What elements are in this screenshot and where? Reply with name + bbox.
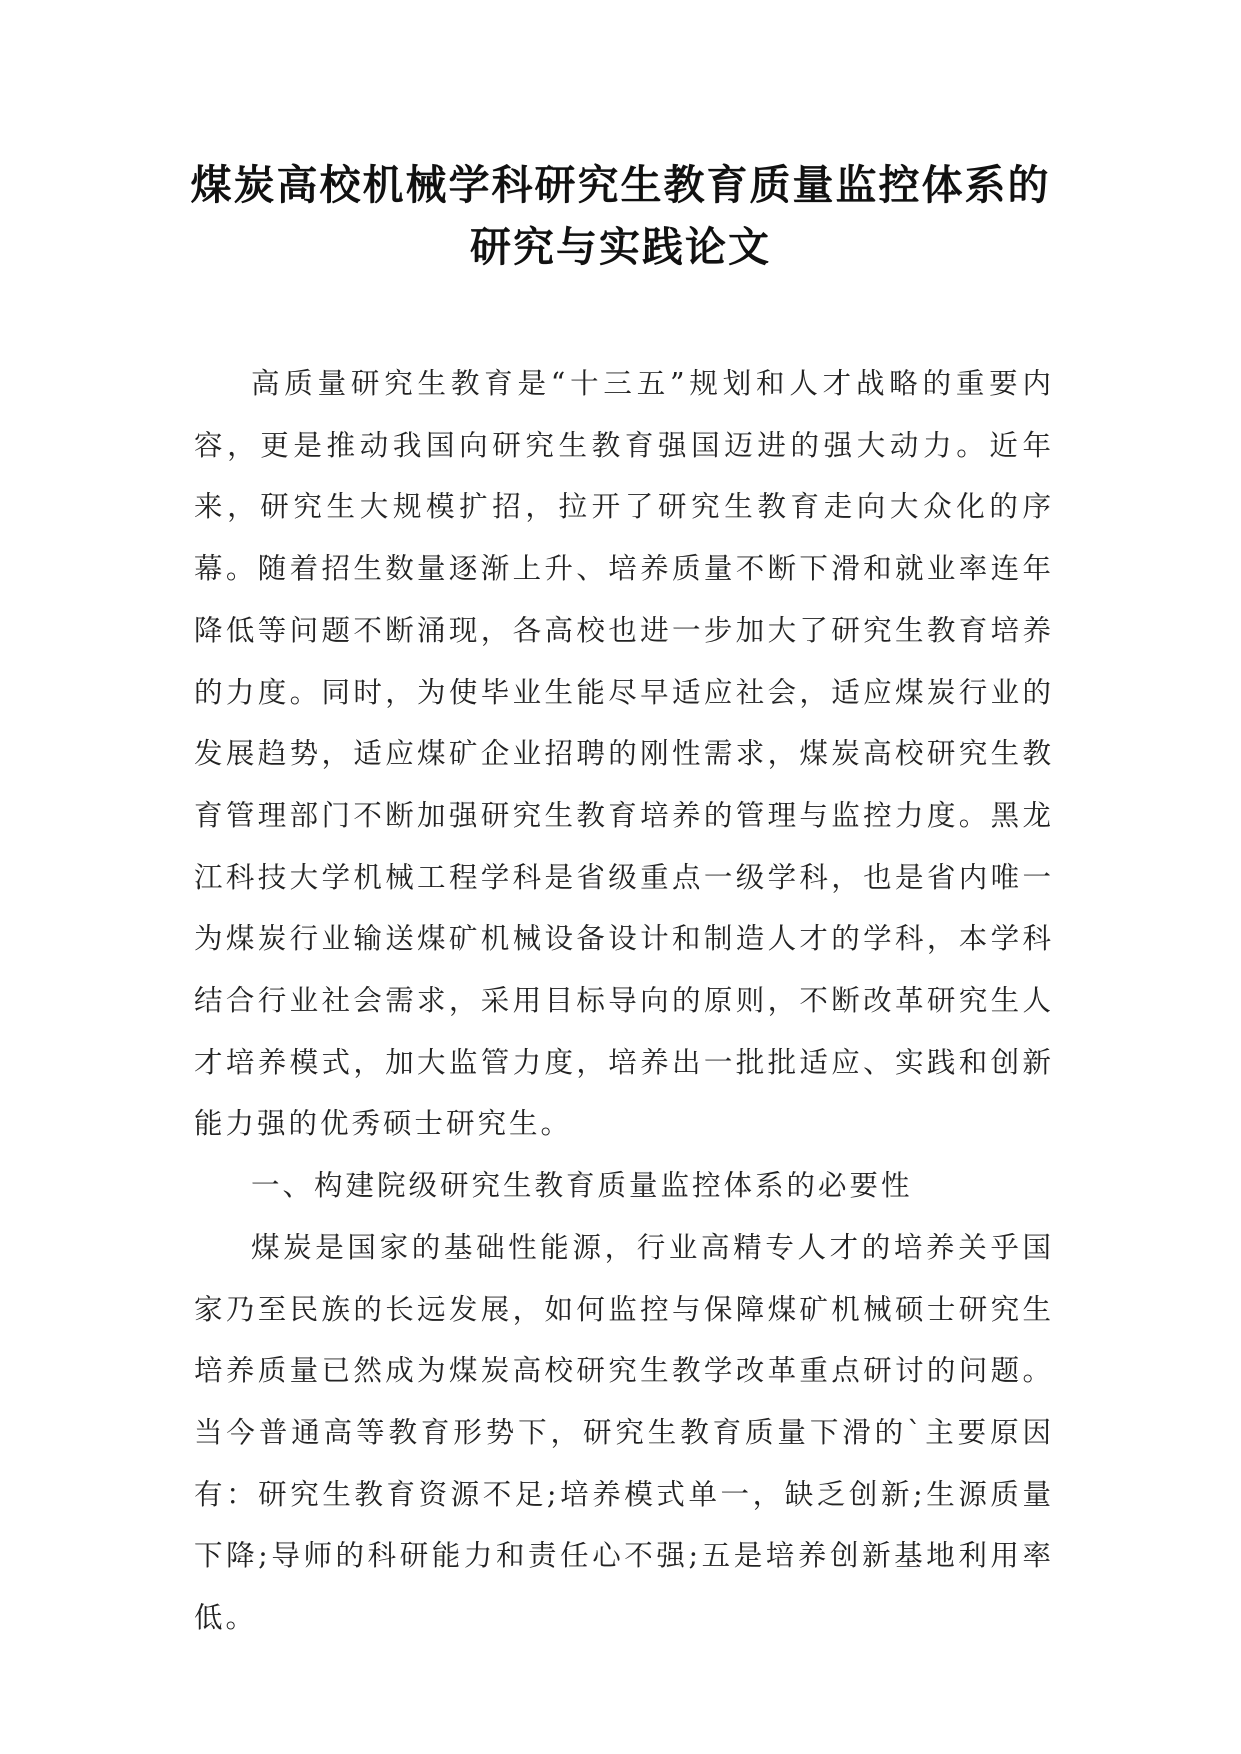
document-body — [194, 353, 1054, 1649]
body-paragraph: 煤炭是国家的基础性能源，行业高精专人才的培养关乎国家乃至民族的长远发展，如何监控与保障煤矿机械硕士研究生培养质量已然成为煤炭高校研究生教学改革重点研讨的问题。当今普通高等教育形势下，研究生教育质量下滑的`主要原因有：研究生教育资源不足;培养模式单一，缺乏创新;生源质量下降;导师的科研能力和责任心不强;五是培养创新基地利用率低。 — [194, 1230, 1054, 1635]
section-heading: 一、构建院级研究生教育质量监控体系的必要性 — [251, 1169, 913, 1203]
document-title: 煤炭高校机械学科研究生教育质量监控体系的研究与实践论文 — [190, 161, 1051, 271]
intro-paragraph: 高质量研究生教育是“十三五”规划和人才战略的重要内容，更是推动我国向研究生教育强国迈进的强大动力。近年来，研究生大规模扩招，拉开了研究生教育走向大众化的序幕。随着招生数量逐渐上升、培养质量不断下滑和就业率连年降低等问题不断涌现，各高校也进一步加大了研究生教育培养的力度。同时，为使毕业生能尽早适应社会，适应煤炭行业的发展趋势，适应煤矿企业招聘的刚性需求，煤炭高校研究生教育管理部门不断加强研究生教育培养的管理与监控力度。黑龙江科技大学机械工程学科是省级重点一级学科，也是省内唯一为煤炭行业输送煤矿机械设备设计和制造人才的学科，本学科结合行业社会需求，采用目标导向的原则，不断改革研究生人才培养模式，加大监管力度，培养出一批批适应、实践和创新能力强的优秀硕士研究生。 — [194, 367, 1054, 1141]
